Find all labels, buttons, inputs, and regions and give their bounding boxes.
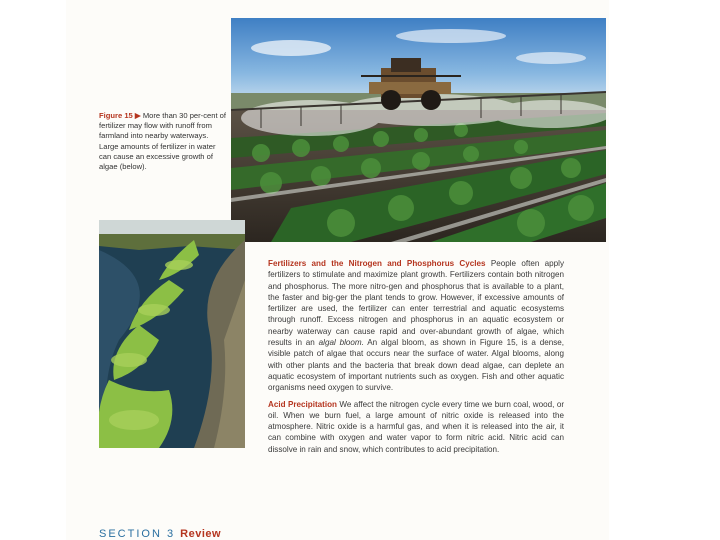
figure-caption-text: More than 30 per-cent of fertilizer may flow with runoff from farmland into nearby waterways. Large amounts of fertilizer in water can cause an excessive growth of algae (below). (99, 111, 227, 172)
figure-caption (99, 111, 229, 172)
section-label: SECTION 3 (99, 528, 176, 540)
review-label: Review (180, 528, 222, 540)
section-review-header (99, 528, 221, 540)
algal-bloom-photo (99, 220, 245, 448)
fertilizer-spraying-photo (231, 18, 606, 242)
figure-label: Figure 15 ▶ (99, 111, 141, 120)
heading-acid-precipitation: Acid Precipitation (268, 399, 337, 409)
fertilizers-text-a: People often apply fertilizers to stimulate and maximize plant growth. Fertilizers contain both nitrogen and phosphorus. The more nitro-gen and phosphorus that is available to a plant, the faster and big-ger the plant tends to grow. However, if excessive amounts of fertilizer are used, the fertilizer can enter terrestrial and aquatic ecosystems through runoff. Excess nitrogen and phosphorus in an aquatic ecosystem or nearby waterway can cause rapid and over-abundant growth of algae, which results in an (268, 259, 565, 348)
heading-fertilizers: Fertilizers and the Nitrogen and Phosphorus Cycles (268, 259, 486, 268)
fertilizers-text-b: An algal bloom, as shown in Figure 15, is a dense, visible patch of algae that occurs near the surface of water. Algal blooms, along with other plants and the bacteria that break down dead algae, can deplete an aquatic ecosystem of important nutrients such as oxygen. Fish and other aquatic organisms need oxygen to survive. (268, 338, 564, 393)
paragraph-acid-precipitation (268, 399, 564, 455)
term-algal-bloom: algal bloom. (318, 338, 364, 348)
acid-precipitation-text: We affect the nitrogen cycle every time we burn coal, wood, or oil. When we burn fuel, a large amount of nitric oxide is released into the atmosphere. Nitric oxide is a harmful gas, and when it is released into the air, it can combine with oxygen and water vapor to form nitric acid. Nitric acid can dissolve in rain and snow, which contributes to acid precipitation. (268, 399, 565, 454)
paragraph-fertilizers (268, 258, 564, 394)
article-body (268, 258, 564, 460)
